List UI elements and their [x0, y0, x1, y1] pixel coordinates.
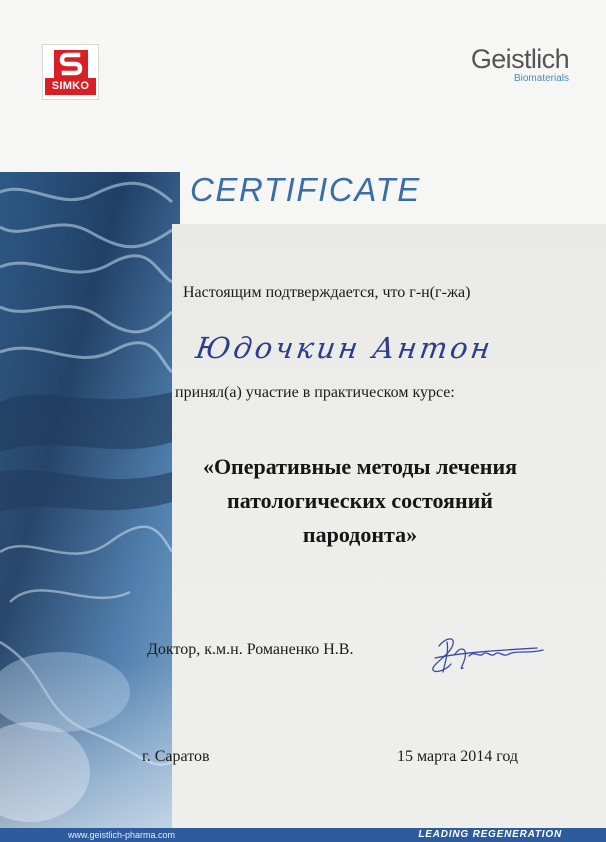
- footer-bar: [0, 828, 606, 842]
- simko-logo-text: SIMKO: [45, 78, 96, 95]
- confirmation-text: Настоящим подтверждается, что г-н(г-жа): [183, 284, 471, 301]
- city-text: г. Саратов: [142, 748, 210, 765]
- simko-logo: [42, 44, 99, 100]
- certificate-title: CERTIFICATE: [190, 171, 421, 208]
- simko-s-mark-icon: [54, 50, 88, 78]
- course-title-line: пародонта»: [302, 522, 418, 547]
- decorative-tissue-photo: [0, 172, 180, 828]
- recipient-name-handwritten: Юдочкин Антон: [193, 331, 496, 365]
- geistlich-logo: [440, 42, 575, 92]
- geistlich-logo-subtitle: Biomaterials: [513, 73, 569, 84]
- participation-text: принял(а) участие в практическом курсе:: [175, 384, 455, 401]
- footer-url: www.geistlich-pharma.com: [68, 830, 176, 840]
- doctor-credit: Доктор, к.м.н. Романенко Н.В.: [147, 641, 354, 658]
- geistlich-logo-name: Geistlich: [470, 44, 569, 74]
- course-title-line: патологических состояний: [227, 488, 493, 513]
- course-title-line: «Оперативные методы лечения: [202, 454, 518, 479]
- course-title: [160, 450, 560, 552]
- signature-icon: [425, 628, 555, 686]
- footer-tagline: LEADING REGENERATION: [418, 829, 562, 840]
- date-text: 15 марта 2014 год: [397, 748, 519, 765]
